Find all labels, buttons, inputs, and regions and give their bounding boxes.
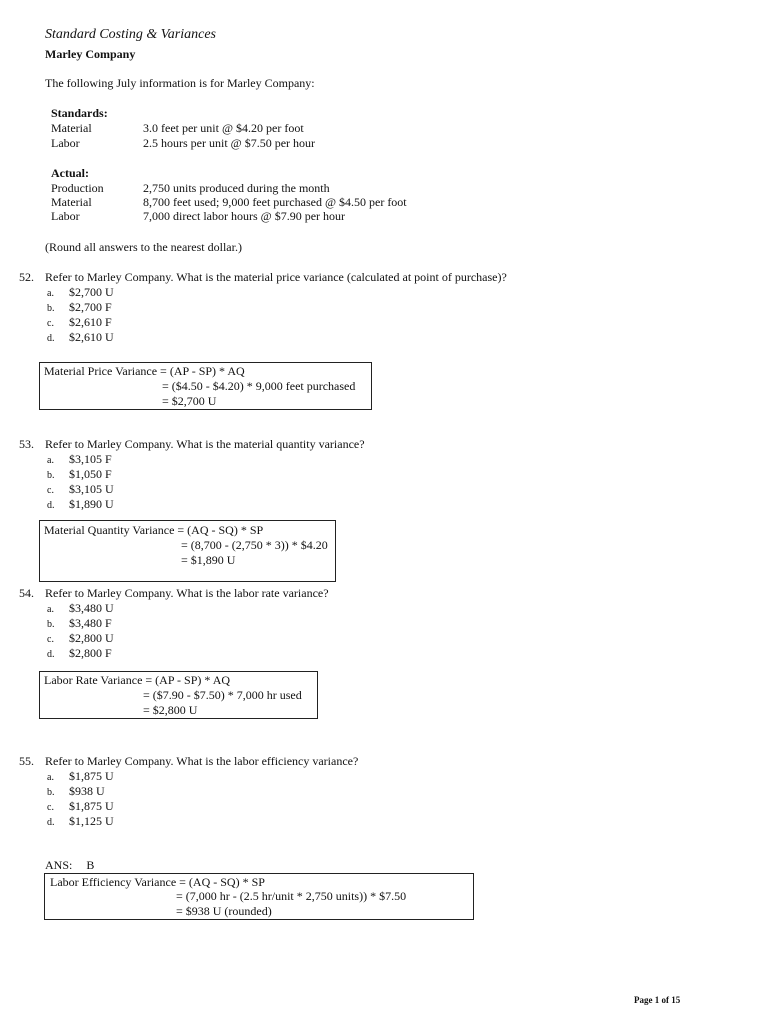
option-letter: a. <box>47 455 54 466</box>
option-text: $1,050 F <box>69 467 112 481</box>
option-text: $1,875 U <box>69 769 114 783</box>
question-text: Refer to Marley Company. What is the material quantity variance? <box>45 437 365 451</box>
actual-label: Labor <box>51 209 80 223</box>
rounding-note: (Round all answers to the nearest dollar.) <box>45 240 242 254</box>
solution-line: Labor Efficiency Variance = (AQ - SQ) * SP <box>50 875 265 889</box>
option-text: $3,480 F <box>69 616 112 630</box>
option-letter: c. <box>47 485 54 496</box>
question-text: Refer to Marley Company. What is the labor efficiency variance? <box>45 754 359 768</box>
option-text: $1,875 U <box>69 799 114 813</box>
question-number: 55. <box>19 754 34 768</box>
option-letter: a. <box>47 288 54 299</box>
solution-line: = $1,890 U <box>181 553 236 567</box>
standards-heading: Standards: <box>51 106 108 120</box>
solution-line: = (8,700 - (2,750 * 3)) * $4.20 <box>181 538 328 552</box>
option-text: $2,800 F <box>69 646 112 660</box>
solution-box <box>39 520 336 582</box>
standards-label: Material <box>51 121 92 135</box>
actual-value: 7,000 direct labor hours @ $7.90 per hour <box>143 209 346 223</box>
actual-label: Material <box>51 195 92 209</box>
answer-value: B <box>86 858 95 872</box>
solution-line: = ($4.50 - $4.20) * 9,000 feet purchased <box>162 379 356 393</box>
option-letter: b. <box>47 787 55 798</box>
option-text: $3,105 F <box>69 452 112 466</box>
standards-value: 2.5 hours per unit @ $7.50 per hour <box>143 136 316 150</box>
answer-line <box>45 858 94 873</box>
option-letter: c. <box>47 802 54 813</box>
solution-line: Labor Rate Variance = (AP - SP) * AQ <box>44 673 231 687</box>
question-number: 53. <box>19 437 34 451</box>
actual-value: 8,700 feet used; 9,000 feet purchased @ $4.50 per foot <box>143 195 407 209</box>
option-text: $3,480 U <box>69 601 114 615</box>
option-letter: d. <box>47 649 55 660</box>
option-letter: a. <box>47 772 54 783</box>
option-letter: c. <box>47 634 54 645</box>
document-title: Standard Costing & Variances <box>45 27 216 42</box>
option-text: $2,610 U <box>69 330 114 344</box>
option-letter: b. <box>47 303 55 314</box>
solution-line: Material Price Variance = (AP - SP) * AQ <box>44 364 245 378</box>
option-text: $2,610 F <box>69 315 112 329</box>
question-number: 54. <box>19 586 34 600</box>
option-letter: d. <box>47 333 55 344</box>
standards-label: Labor <box>51 136 80 150</box>
solution-line: = (7,000 hr - (2.5 hr/unit * 2,750 units)) * $7.50 <box>176 889 407 903</box>
question-text: Refer to Marley Company. What is the material price variance (calculated at point of purchase)? <box>45 270 507 284</box>
solution-line: Material Quantity Variance = (AQ - SQ) * SP <box>44 523 264 537</box>
actual-label: Production <box>51 181 104 195</box>
option-letter: c. <box>47 318 54 329</box>
answer-label: ANS: <box>45 858 73 872</box>
solution-line: = $938 U (rounded) <box>176 904 272 918</box>
option-letter: d. <box>47 500 55 511</box>
option-text: $938 U <box>69 784 105 798</box>
option-text: $1,890 U <box>69 497 114 511</box>
option-letter: b. <box>47 619 55 630</box>
option-text: $3,105 U <box>69 482 114 496</box>
solution-box <box>39 671 318 719</box>
solution-box <box>44 873 474 920</box>
solution-line: = $2,700 U <box>162 394 217 408</box>
page-number: Page 1 of 15 <box>634 995 681 1005</box>
solution-box <box>39 362 372 410</box>
actual-heading: Actual: <box>51 166 89 180</box>
option-letter: b. <box>47 470 55 481</box>
standards-value: 3.0 feet per unit @ $4.20 per foot <box>143 121 304 135</box>
option-text: $1,125 U <box>69 814 114 828</box>
question-number: 52. <box>19 270 34 284</box>
option-text: $2,700 F <box>69 300 112 314</box>
actual-value: 2,750 units produced during the month <box>143 181 330 195</box>
solution-line: = $2,800 U <box>143 703 198 717</box>
option-text: $2,700 U <box>69 285 114 299</box>
solution-line: = ($7.90 - $7.50) * 7,000 hr used <box>143 688 302 702</box>
option-letter: d. <box>47 817 55 828</box>
intro-text: The following July information is for Marley Company: <box>45 76 315 90</box>
question-text: Refer to Marley Company. What is the labor rate variance? <box>45 586 329 600</box>
option-text: $2,800 U <box>69 631 114 645</box>
option-letter: a. <box>47 604 54 615</box>
company-name: Marley Company <box>45 47 136 61</box>
